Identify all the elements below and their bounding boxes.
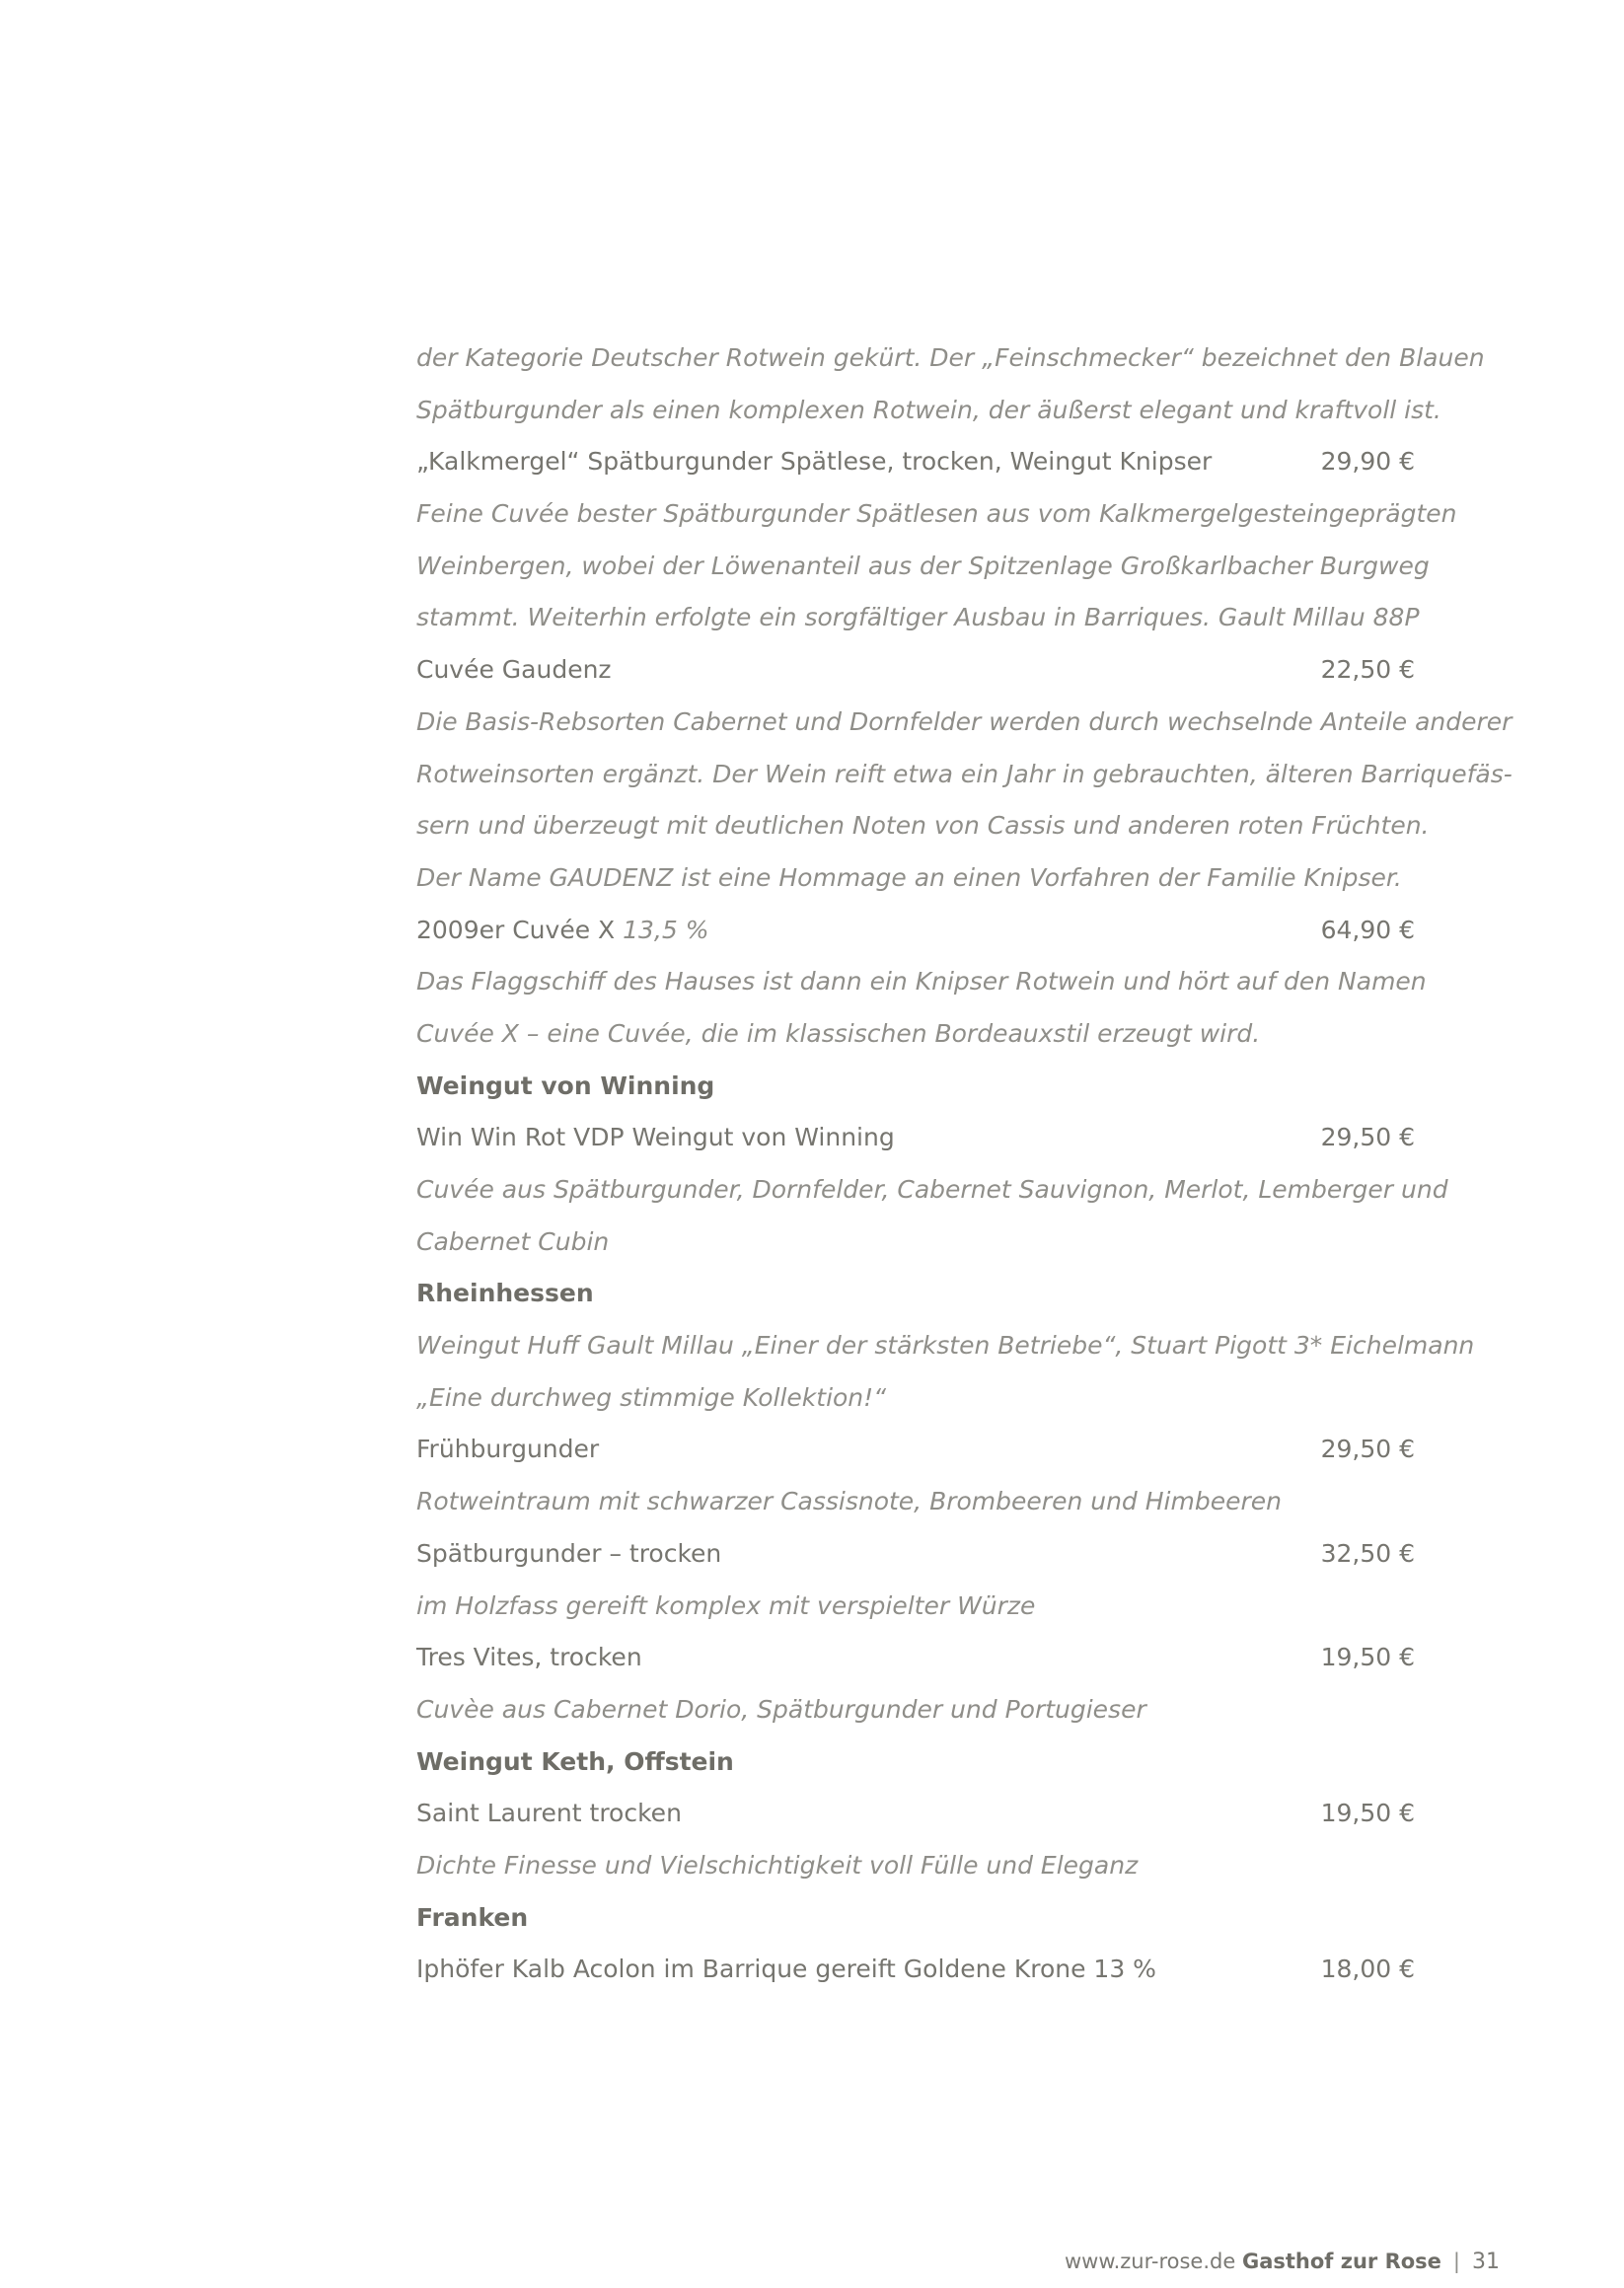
wine-price: 29,50 €: [1320, 1123, 1415, 1152]
wine-item: [416, 1112, 1415, 1164]
wine-name: „Kalkmergel“ Spätburgunder Spätlese, trocken, Weingut Knipser: [416, 447, 1213, 477]
footer-url[interactable]: www.zur-rose.de: [1065, 2250, 1236, 2273]
wine-item: [416, 1944, 1415, 1996]
wine-description: Das Flaggschiff des Hauses ist dann ein Knipser Rotwein und hört auf den Namen: [416, 967, 1427, 996]
wine-item: [416, 1788, 1415, 1840]
footer-brand: Gasthof zur Rose: [1241, 2250, 1441, 2273]
wine-list: [416, 332, 1513, 1996]
wine-description: „Eine durchweg stimmige Kollektion!“: [416, 1382, 887, 1412]
wine-item: [416, 436, 1415, 488]
wine-price: 29,50 €: [1320, 1435, 1415, 1464]
wine-description: Die Basis-Rebsorten Cabernet und Dornfelder werden durch wechselnde Anteile anderer: [416, 706, 1513, 736]
section-heading: Weingut von Winning: [416, 1070, 715, 1100]
wine-name: Tres Vites, trocken: [416, 1643, 642, 1672]
wine-name: Frühburgunder: [416, 1435, 600, 1464]
wine-description: Cuvée X – eine Cuvée, die im klassischen Bordeauxstil erzeugt wird.: [416, 1018, 1261, 1048]
wine-price: 32,50 €: [1320, 1538, 1415, 1568]
footer-separator: |: [1452, 2250, 1460, 2273]
wine-description: Spätburgunder als einen komplexen Rotwein, der äußerst elegant und kraftvoll ist.: [416, 395, 1441, 424]
wine-name: Saint Laurent trocken: [416, 1799, 682, 1828]
wine-name: Iphöfer Kalb Acolon im Barrique gereift Goldene Krone 13 %: [416, 1955, 1156, 1984]
wine-description: Rotweinsorten ergänzt. Der Wein reift etwa ein Jahr in gebrauchten, älteren Barriquefäs-: [416, 759, 1513, 788]
wine-name: Win Win Rot VDP Weingut von Winning: [416, 1123, 895, 1152]
wine-description: sern und überzeugt mit deutlichen Noten von Cassis und anderen roten Früchten.: [416, 811, 1430, 841]
wine-price: 29,90 €: [1320, 447, 1415, 477]
wine-description: im Holzfass gereift komplex mit verspielter Würze: [416, 1590, 1036, 1620]
wine-description: Weinbergen, wobei der Löwenanteil aus der Spitzenlage Großkarlbacher Burgweg: [416, 551, 1430, 580]
wine-price: 64,90 €: [1320, 915, 1415, 944]
wine-item: [416, 1424, 1415, 1476]
wine-item: [416, 905, 1415, 957]
wine-description: Rotweintraum mit schwarzer Cassisnote, Brombeeren und Himbeeren: [416, 1487, 1282, 1516]
wine-name: Spätburgunder – trocken: [416, 1538, 722, 1568]
wine-description: der Kategorie Deutscher Rotwein gekürt. Der „Feinschmecker“ bezeichnet den Blauen: [416, 343, 1485, 372]
wine-price: 19,50 €: [1320, 1643, 1415, 1672]
wine-item: [416, 1632, 1415, 1684]
page-footer: [1065, 2250, 1500, 2274]
section-heading: Franken: [416, 1902, 529, 1932]
page-number: 31: [1472, 2250, 1500, 2274]
wine-description: Dichte Finesse und Vielschichtigkeit voll Fülle und Eleganz: [416, 1850, 1139, 1880]
section-heading: Weingut Keth, Offstein: [416, 1746, 734, 1776]
wine-name: 2009er Cuvée X: [416, 915, 616, 944]
section-heading: Rheinhessen: [416, 1279, 594, 1308]
wine-description: Weingut Huff Gault Millau „Einer der stärksten Betriebe“, Stuart Pigott 3* Eichelmann: [416, 1331, 1475, 1361]
wine-description: Feine Cuvée bester Spätburgunder Spätlesen aus vom Kalkmergelgesteingeprägten: [416, 499, 1457, 529]
wine-price: 19,50 €: [1320, 1799, 1415, 1828]
wine-name: Cuvée Gaudenz: [416, 655, 612, 685]
wine-description: Cuvée aus Spätburgunder, Dornfelder, Cabernet Sauvignon, Merlot, Lemberger und: [416, 1175, 1448, 1204]
wine-item: [416, 1528, 1415, 1581]
wine-price: 18,00 €: [1320, 1955, 1415, 1984]
wine-item: [416, 644, 1415, 697]
wine-description: Cuvèe aus Cabernet Dorio, Spätburgunder und Portugieser: [416, 1694, 1146, 1724]
wine-description: Cabernet Cubin: [416, 1226, 610, 1256]
wine-description: stammt. Weiterhin erfolgte ein sorgfältiger Ausbau in Barriques. Gault Millau 88P: [416, 603, 1420, 632]
wine-price: 22,50 €: [1320, 655, 1415, 685]
wine-abv: 13,5 %: [623, 915, 709, 944]
wine-description: Der Name GAUDENZ ist eine Hommage an einen Vorfahren der Familie Knipser.: [416, 862, 1402, 892]
